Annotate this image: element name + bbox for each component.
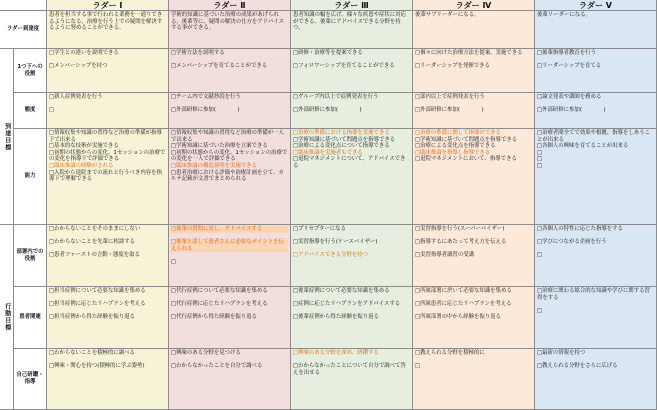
list-item: □退院マネジメントについて、アドバイスできる (293, 156, 406, 169)
label-patient-care: 患者関連 (14, 287, 47, 349)
ward-cell-5 (535, 225, 657, 287)
list-item: □アドバイスできる分野を持つ (293, 252, 369, 259)
role-cell-4 (413, 49, 535, 93)
list-item: □退院マネジメントにおいて、指導できる (415, 156, 517, 163)
list-item: □わからなかったことを自分で調べる (171, 363, 263, 370)
list-item: □所属部署の中から経験を振り返る (415, 314, 501, 321)
list-item: □学術知識に基づいた治療を立案できる (171, 143, 268, 150)
level-desc-3: 患者知識の幅を広げ、様々な疾患や症状に対応ができる。後輩にアドバイスできる分野を持つ。 (291, 11, 413, 49)
list-item: □各個人の興味を育てることが出来る (537, 143, 629, 150)
ability-cell-5 (535, 129, 657, 225)
label-self-dev: 自己研鑽・指導 (14, 349, 47, 410)
list-item: □プリセプターになる (293, 226, 346, 232)
ability-cell-1 (47, 129, 169, 225)
list-item: □情報収集や知識の習得など治療の準備が一人で出来る (171, 130, 284, 143)
patient-cell-2 (169, 287, 291, 349)
list-item: □メンバーシップを育てることができる (171, 63, 268, 70)
list-item: □後輩症例について必要な知識を集める (293, 288, 390, 294)
list-item: □最新の情報を持つ (537, 350, 586, 356)
patient-cell-3 (291, 287, 413, 349)
list-item: □ (171, 258, 177, 265)
list-item: □臨床推論を実施者もできる (293, 149, 363, 156)
list-item: □わからないことをそのままにしない (49, 226, 141, 232)
list-item: □研修・治療等を提案できる (293, 50, 363, 56)
ward-cell-3 (291, 225, 413, 287)
list-item: □外部研修に参加( ) (537, 107, 606, 114)
list-item: □学術知識に基づいて問題点を指導できる (415, 136, 518, 143)
patient-cell-4 (413, 287, 535, 349)
list-item: □後輩の質問に対し、アドバイスする (171, 226, 288, 233)
level-desc-5: 後輩リーダーになる。 (535, 11, 657, 49)
group-label-behaviors: 行動目標 (0, 225, 14, 410)
label-ward-role: 部署内での役割 (14, 225, 47, 287)
patient-cell-5 (535, 287, 657, 349)
list-item: □新人症例発表を行う (49, 94, 103, 100)
list-item: □ (537, 252, 543, 259)
list-item: □代行症例について必要な知識を集める (171, 288, 268, 294)
list-item: □学術方法を説明する (171, 50, 225, 56)
list-item: □リーダーシップを育てる (537, 63, 602, 70)
list-item: □担当症例について必要な知識を集める (49, 288, 146, 294)
list-item: □臨床推論を指導し指導できる (415, 149, 491, 156)
label-ladder-level: ラダー到達度 (0, 11, 47, 49)
list-item: □学術知識に基づいて問題点を指導できる (293, 136, 396, 143)
list-item: □ (415, 363, 421, 370)
list-item: □所属患者に応じたリハプランを考える (415, 301, 512, 308)
list-item: □各個人の特性に応じた指導をする (537, 226, 623, 232)
selfdev-cell-2 (169, 349, 291, 410)
list-item: □興味・関心を持つ(積極的に学ぶ姿勢) (49, 363, 145, 370)
list-item: □患者ファーストの言動・態度を取る (49, 252, 140, 259)
list-item: □治療の準備に関して指導ができる (415, 130, 501, 136)
ability-cell-2 (169, 129, 291, 225)
list-item: □わからないことを先輩に相談する (49, 239, 135, 246)
role-cell-3 (291, 49, 413, 93)
list-item: □個々に向けた治療方法を提案、実施できる (415, 50, 523, 56)
list-item: □後輩と話して患者さんに必要なポイントを伝えられる (171, 239, 288, 252)
ward-cell-2 (169, 225, 291, 287)
list-item: □症例に応じたリハプランをアドバイスする (293, 301, 401, 308)
attitude-cell-3 (291, 93, 413, 129)
list-item: □実習指導者講習の受講 (415, 252, 474, 259)
list-item: □臨床推論の構造説明を実施できる (171, 162, 257, 169)
list-item: □基本的な技術が実施できる (49, 143, 119, 150)
list-item: □フォロワーシップを育てることができる (293, 63, 395, 70)
list-item: □興味のある分野を深め、研鑽する (293, 350, 379, 356)
list-item: □治療に関わる総合的な知識や学びに関する習得をする (537, 288, 650, 301)
corner-cell (0, 0, 47, 11)
level-desc-1: 患者を担当する事で行われる業務を一通りできるようになる。治療を行う上での疑問を解決するように努めることができる。 (47, 11, 169, 49)
list-item: □学生との違いを説明できる (49, 50, 119, 56)
list-item: □部内以上で症例発表を行う (415, 94, 485, 100)
attitude-cell-5 (535, 93, 657, 129)
list-item: □初期の状態からの変化、1セッションの治療での変化を指導下で評価できる (49, 149, 166, 163)
attitude-cell-2 (169, 93, 291, 129)
list-item: □実習指導を行う(ケースバイザー) (293, 239, 378, 246)
list-item: □学びにつながる企画を行う (537, 239, 607, 246)
list-item: □わからなかったことについて自分で調べて答えを出せる (293, 363, 406, 376)
list-item: □臨床推論の経験がされる (49, 162, 114, 169)
list-item: □外部研修に参加( ) (415, 107, 484, 114)
patient-cell-1 (47, 287, 169, 349)
list-item: □リーダーシップを発揮できる (415, 63, 490, 70)
header-ladder-4: ラダー Ⅳ (413, 0, 535, 11)
header-ladder-3: ラダー Ⅲ (291, 0, 413, 11)
list-item: □メンバーシップを持つ (49, 63, 108, 70)
selfdev-cell-3 (291, 349, 413, 410)
list-item: □ (537, 162, 543, 169)
list-item: □担当症例から得た経験を振り返る (49, 314, 135, 321)
level-desc-4: 後輩サブリーダーになる。 (413, 11, 535, 49)
list-item: □ (537, 156, 543, 163)
list-item: □教えられる分野をさらに広げる (537, 363, 618, 370)
label-ability: 能力 (14, 129, 47, 225)
selfdev-cell-5 (535, 349, 657, 410)
label-self-role: 1つ下への役割 (14, 49, 47, 93)
header-ladder-1: ラダー Ⅰ (47, 0, 169, 11)
selfdev-cell-1 (47, 349, 169, 410)
role-cell-5 (535, 49, 657, 93)
role-cell-1 (47, 49, 169, 93)
list-item: □治療者間全てで効果や根拠、指導をしあうことが出来る (537, 130, 650, 143)
selfdev-cell-4 (413, 349, 535, 410)
list-item: □治療による変化点について指導できる (293, 143, 390, 150)
list-item: □実習指導を行う(スーパーバイザー) (415, 226, 505, 232)
list-item: □初期の状態からの変化、1セッションの治療での変化を一人で評価できる (171, 149, 288, 163)
list-item: □後輩指導者教育を行う (537, 50, 596, 56)
list-item: □所属部署に於いて必要な知識を集める (415, 288, 512, 294)
list-item: □ (49, 107, 55, 114)
list-item: □わからないことを積極的に調べる (49, 350, 135, 356)
level-desc-2: 学術的知識に基づいた治療の成果があげられる。後輩等に、疑問の解決の仕方をアドバイスする事ができる。 (169, 11, 291, 49)
list-item: □外部研修に参加( ) (293, 107, 362, 114)
list-item: □後輩症例から得た経験を振り返る (293, 314, 379, 321)
list-item: □外部研修に参加( ) (171, 107, 240, 114)
list-item: □患者治療における評価や治療計画を立て、カルテ記載が文書でまとめられる (171, 169, 284, 183)
list-item: □ (537, 307, 543, 314)
list-item: □治療の準備における指導を実施できる (293, 130, 390, 136)
ward-cell-4 (413, 225, 535, 287)
list-item: □治療による変化点を指導できる (415, 143, 496, 150)
list-item: □興味のある分野を見つける (171, 350, 241, 356)
ability-cell-4 (413, 129, 535, 225)
header-ladder-5: ラダー Ⅴ (535, 0, 657, 11)
list-item: □入院から退院までの流れと行うべき内容を指導下で理解できる (49, 169, 162, 183)
header-ladder-2: ラダー Ⅱ (169, 0, 291, 11)
list-item: □代行症例から得た経験を振り返る (171, 314, 257, 321)
list-item: □グループ内以上で症例発表を行う (293, 94, 379, 100)
list-item: □情報収集や知識の習得など治療の準備が指導下で出来る (49, 130, 162, 143)
role-cell-2 (169, 49, 291, 93)
list-item: □ (537, 149, 543, 156)
list-item: □指導するにあたって考え方を伝える (415, 239, 507, 246)
ward-cell-1 (47, 225, 169, 287)
list-item: □教えられる分野を積極的に (415, 350, 485, 356)
list-item: □チーム内で文献抄読を行う (171, 94, 241, 100)
attitude-cell-4 (413, 93, 535, 129)
list-item: □論文発表や講師を務める (537, 94, 602, 100)
label-attitude: 態度 (14, 93, 47, 129)
list-item: □代行症例に応じたリハプランを考える (171, 301, 268, 308)
ability-cell-3 (291, 129, 413, 225)
list-item: □担当症例に応じたリハプランを考える (49, 301, 146, 308)
attitude-cell-1 (47, 93, 169, 129)
group-label-targets: 到達目標 (0, 49, 14, 225)
